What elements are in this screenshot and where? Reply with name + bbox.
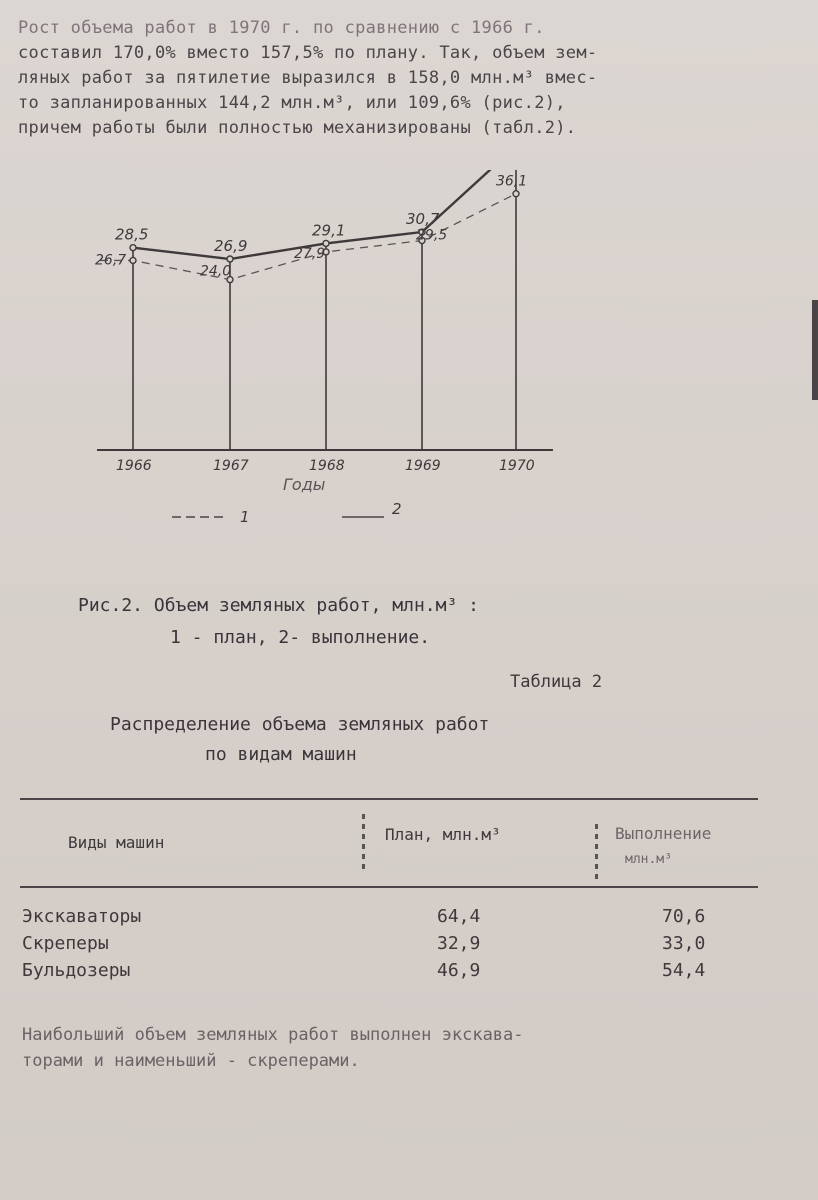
column-divider bbox=[595, 824, 598, 884]
table-row bbox=[22, 906, 762, 932]
table-row bbox=[22, 933, 762, 959]
table-title bbox=[110, 710, 489, 770]
data-label-actual: 29,1 bbox=[312, 221, 346, 240]
intro-line: Рост объема работ в 1970 г. по сравнению с 1966 г. bbox=[18, 18, 545, 38]
series-line-plan bbox=[100, 194, 516, 280]
figure-caption bbox=[78, 590, 479, 654]
machine-name: Экскаваторы bbox=[22, 906, 142, 927]
machine-name: Скреперы bbox=[22, 933, 109, 954]
plan-value: 46,9 bbox=[437, 960, 481, 981]
intro-line: причем работы были полностью механизированы (табл.2). bbox=[18, 118, 577, 138]
earthwork-volume-chart bbox=[0, 170, 818, 530]
data-label-plan: 24,0 bbox=[200, 263, 232, 280]
data-label-plan: 36,1 bbox=[496, 173, 528, 190]
x-tick-label: 1968 bbox=[309, 458, 345, 474]
column-divider bbox=[362, 814, 365, 874]
table-title-line: Распределение объема земляных работ bbox=[110, 714, 490, 735]
header-fact: Выполнение bbox=[615, 824, 712, 843]
caption-line: Рис.2. Объем земляных работ, млн.м³ : bbox=[78, 595, 479, 616]
x-axis-title: Годы bbox=[283, 475, 326, 494]
data-label-plan: 26,7 bbox=[95, 252, 127, 269]
closing-paragraph bbox=[22, 1022, 762, 1074]
table-title-line: по видам машин bbox=[205, 744, 357, 765]
header-plan: План, млн.м³ bbox=[385, 825, 501, 844]
data-label-plan: 29,5 bbox=[416, 227, 448, 244]
caption-line: 1 - план, 2- выполнение. bbox=[170, 627, 431, 648]
legend-number: 2 bbox=[392, 500, 402, 518]
intro-line: то запланированных 144,2 млн.м³, или 109,6% (рис.2), bbox=[18, 93, 566, 113]
header-fact-unit: млн.м³ bbox=[625, 852, 672, 867]
fact-value: 54,4 bbox=[662, 960, 706, 981]
closing-line: Наибольший объем земляных работ выполнен экскава- bbox=[22, 1025, 524, 1045]
table-top-rule bbox=[20, 798, 758, 800]
table-row bbox=[22, 960, 762, 986]
data-label-actual: 26,9 bbox=[214, 237, 248, 256]
data-point-plan bbox=[513, 191, 519, 197]
table-header-rule bbox=[20, 886, 758, 888]
intro-line: ляных работ за пятилетие выразился в 158,0 млн.м³ вмес- bbox=[18, 68, 598, 88]
table-label: Таблица 2 bbox=[510, 672, 603, 692]
x-tick-label: 1966 bbox=[116, 458, 152, 474]
fact-value: 70,6 bbox=[662, 906, 706, 927]
fact-value: 33,0 bbox=[662, 933, 706, 954]
data-point-actual bbox=[130, 245, 136, 251]
x-tick-label: 1967 bbox=[213, 458, 249, 474]
x-tick-label: 1970 bbox=[499, 458, 535, 474]
intro-paragraph bbox=[18, 16, 738, 141]
intro-line: составил 170,0% вместо 157,5% по плану. Так, объем зем- bbox=[18, 43, 598, 63]
data-point-actual bbox=[227, 256, 233, 262]
data-label-actual: 30,7 bbox=[406, 210, 440, 229]
header-machine-type: Виды машин bbox=[68, 833, 165, 852]
closing-line: торами и наименьший - скреперами. bbox=[22, 1051, 360, 1071]
plan-value: 32,9 bbox=[437, 933, 481, 954]
x-tick-label: 1969 bbox=[405, 458, 441, 474]
legend-number: 1 bbox=[240, 508, 250, 526]
plan-value: 64,4 bbox=[437, 906, 481, 927]
data-label-actual: 28,5 bbox=[115, 225, 149, 244]
data-label-plan: 27,9 bbox=[294, 245, 326, 262]
data-point-plan bbox=[130, 257, 136, 263]
machine-name: Бульдозеры bbox=[22, 960, 131, 981]
